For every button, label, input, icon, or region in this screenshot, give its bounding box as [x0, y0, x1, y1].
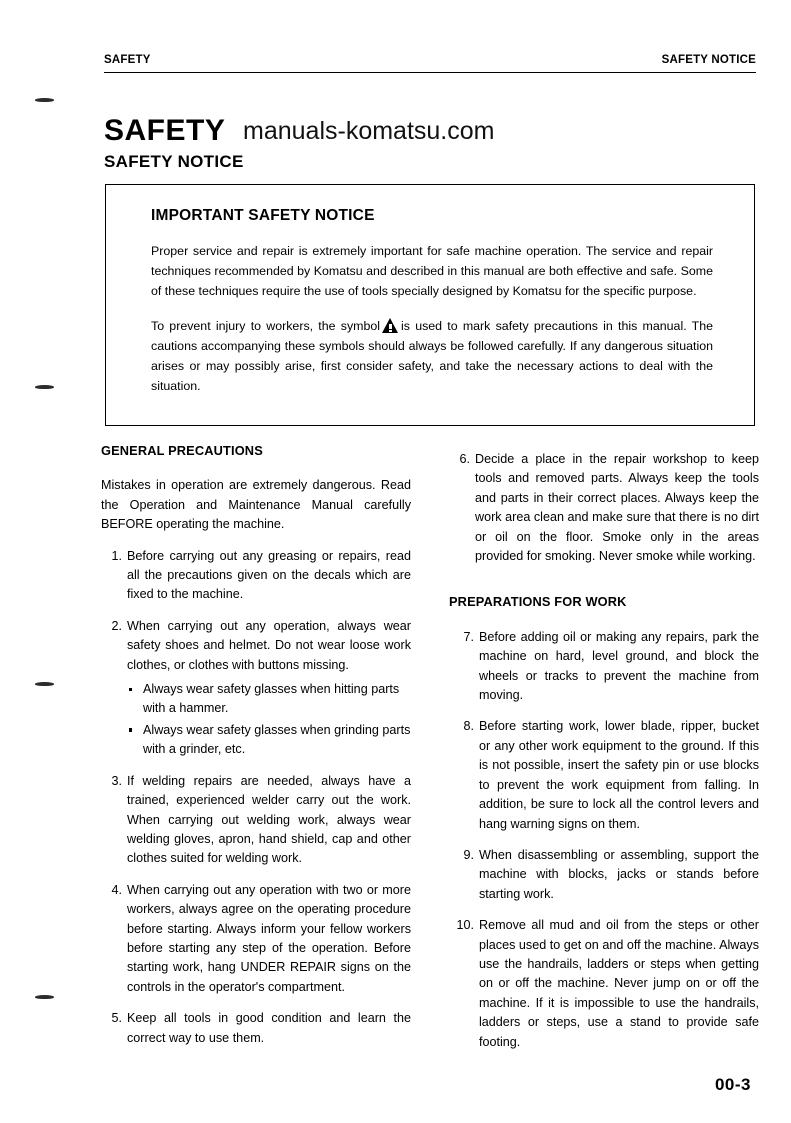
bullet-dot-icon: [129, 688, 132, 691]
general-precautions-list: [101, 547, 411, 1048]
section-heading-preparations-for-work: PREPARATIONS FOR WORK: [449, 594, 627, 610]
list-item: [449, 628, 759, 706]
list-item-number: 6.: [459, 452, 470, 466]
bullet-dot-icon: [129, 728, 132, 731]
notice-paragraph-2-before: To prevent injury to workers, the symbol: [151, 319, 381, 334]
important-safety-notice-box: [105, 184, 755, 426]
list-item-number: 8.: [463, 719, 474, 734]
list-item-text: When carrying out any operation with two or more workers, always agree on the operating procedure before starting. Always inform your fellow workers before starting any step of the operation. Before starting work, hang UNDER REPAIR signs on the controls in the operator's compartment.: [127, 882, 411, 994]
notice-body: [151, 242, 713, 397]
page-subtitle: SAFETY NOTICE: [104, 152, 244, 171]
list-item-text: Before starting work, lower blade, ripper, bucket or any other work equipment to the ground. If this is not possible, insert the safety pin or use blocks to prevent the work equipment from falling. In addition, be sure to lock all the control levers and hang warning signs on them.: [479, 719, 759, 831]
bullet-text: Always wear safety glasses when hitting parts with a hammer.: [143, 682, 400, 716]
scan-artifact-mark: [35, 995, 54, 999]
preparations-for-work-list: [449, 628, 759, 1052]
list-item-bullets: [127, 680, 411, 760]
list-item-text: Keep all tools in good condition and learn the correct way to use them.: [127, 1011, 411, 1045]
list-item-text: When disassembling or assembling, support the machine with blocks, jacks or stands before starting work.: [479, 847, 759, 901]
running-header: [104, 54, 756, 76]
section-heading-general-precautions: GENERAL PRECAUTIONS: [101, 443, 263, 458]
bullet-item: [127, 721, 411, 760]
general-precautions-list-continued: [449, 450, 759, 566]
notice-heading: IMPORTANT SAFETY NOTICE: [151, 207, 375, 224]
list-item: [101, 547, 411, 605]
list-item-text: If welding repairs are needed, always have a trained, experienced welder carry out the work. When carrying out welding work, always wear welding gloves, apron, hand shield, cap and other clothes suited for welding work.: [127, 773, 411, 866]
general-precautions-lead: Mistakes in operation are extremely dangerous. Read the Operation and Maintenance Manual carefully BEFORE operating the machine.: [101, 478, 411, 532]
list-item: [449, 916, 759, 1052]
warning-triangle-icon: [382, 318, 399, 333]
list-item-text: Before adding oil or making any repairs, park the machine on hard, level ground, and block the wheels or tracks to prevent the machine from moving.: [479, 629, 759, 703]
notice-paragraph-2-after: is used to mark safety precautions in this manual. The cautions accompanying these symbols should always be followed carefully. If any dangerous situation arises or may possibly arise, first consider safety, and take the necessary actions to deal with the situation.: [151, 319, 713, 393]
list-item-number: 3.: [111, 773, 122, 788]
list-item: [101, 772, 411, 869]
list-item-number: 5.: [111, 1011, 122, 1026]
header-left-label: SAFETY: [104, 54, 151, 66]
scan-artifact-mark: [35, 98, 54, 102]
list-item-number: 1.: [111, 548, 122, 563]
notice-paragraph-2: [151, 317, 713, 396]
list-item-text: Decide a place in the repair workshop to keep tools and removed parts. Always keep the tools and parts in their correct places. Always keep the work area clean and make sure that there is no dirt or oil on the floor. Smoke only in the areas provided for smoking. Never smoke while working.: [475, 452, 759, 564]
list-item-number: 7.: [463, 629, 474, 644]
title-row: [104, 114, 756, 154]
header-right-label: SAFETY NOTICE: [661, 54, 756, 66]
page-title: SAFETY: [104, 114, 226, 147]
list-item: [449, 846, 759, 904]
header-rule: [104, 72, 756, 73]
bullet-item: [127, 680, 411, 719]
page-number: 00-3: [714, 1075, 751, 1094]
list-item-number: 10.: [456, 918, 474, 933]
list-item-text: Remove all mud and oil from the steps or other places used to get on and off the machine. Always use the handrails, ladders or steps when getting on or off the machine. Never jump on or off the machine. If it is impossible to use the handrails, ladders or steps, use a stand to provide safe footing.: [479, 918, 759, 1049]
list-item: [449, 450, 759, 566]
scan-artifact-mark: [35, 682, 54, 686]
left-column: [101, 441, 411, 1060]
list-item-text: Before carrying out any greasing or repairs, read all the precautions given on the decals which are fixed to the machine.: [127, 548, 411, 602]
list-item: [101, 617, 411, 760]
list-item: [449, 717, 759, 833]
list-item-number: 2.: [111, 618, 122, 633]
bullet-text: Always wear safety glasses when grinding parts with a grinder, etc.: [143, 722, 411, 757]
watermark-text: manuals-komatsu.com: [243, 117, 495, 145]
list-item: [101, 881, 411, 997]
list-item-text: When carrying out any operation, always wear safety shoes and helmet. Do not wear loose work clothes, or clothes with buttons missing.: [127, 618, 411, 672]
right-column: [449, 450, 759, 1064]
list-item-number: 9.: [463, 847, 474, 862]
list-item: [101, 1009, 411, 1048]
notice-paragraph-1: Proper service and repair is extremely important for safe machine operation. The service and repair techniques recommended by Komatsu and described in this manual are both effective and safe. Some of these techniques require the use of tools specially designed by Komatsu for the specific purpose.: [151, 244, 713, 298]
scan-artifact-mark: [35, 385, 54, 389]
list-item-number: 4.: [111, 882, 122, 897]
